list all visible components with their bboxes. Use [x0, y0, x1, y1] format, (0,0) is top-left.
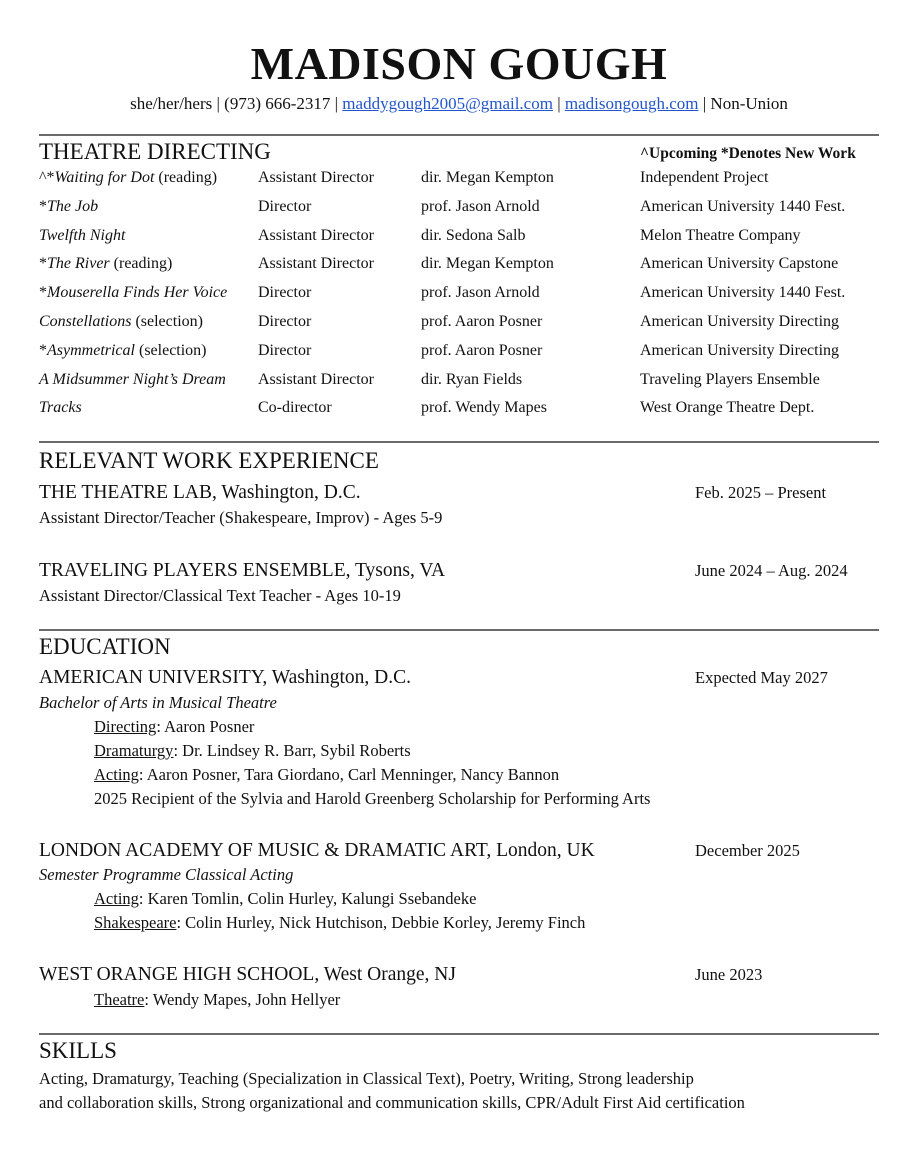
role-cell: Director [258, 284, 312, 302]
teacher-category: Shakespeare [94, 913, 177, 932]
directing-row [39, 193, 899, 221]
role-cell: Director [258, 341, 312, 359]
program: Semester Programme Classical Acting [39, 865, 294, 884]
teacher-category: Theatre [94, 990, 145, 1009]
role-cell: Assistant Director [258, 169, 374, 186]
production-note: (reading) [154, 169, 218, 186]
section-divider [39, 441, 879, 443]
production-cell [39, 279, 227, 307]
email-link[interactable]: maddygough2005@gmail.com [342, 94, 553, 113]
director-cell: prof. Wendy Mapes [421, 399, 547, 417]
venue-cell: American University Directing [640, 341, 840, 359]
production-marker: * [39, 284, 47, 302]
school-date: June 2023 [695, 965, 763, 984]
teacher-names: : Aaron Posner [156, 717, 255, 736]
teacher-names: : Karen Tomlin, Colin Hurley, Kalungi Ssebandeke [138, 889, 477, 908]
separator: | [330, 94, 343, 113]
venue-cell: Melon Theatre Company [640, 226, 801, 244]
teacher-names: : Wendy Mapes, John Hellyer [144, 990, 341, 1009]
directing-row [39, 250, 899, 278]
separator: | [212, 94, 225, 113]
skills-line: and collaboration skills, Strong organizational and communication skills, CPR/Adult First Aid certification [39, 1093, 745, 1112]
production-note: (reading) [109, 255, 173, 273]
legend-note: ^Upcoming *Denotes New Work [640, 145, 856, 162]
award-line: 2025 Recipient of the Sylvia and Harold Greenberg Scholarship for Performing Arts [94, 789, 651, 808]
work-org: TRAVELING PLAYERS ENSEMBLE, Tysons, VA [39, 560, 446, 581]
work-org: THE THEATRE LAB, Washington, D.C. [39, 482, 361, 503]
venue-cell: Independent Project [640, 169, 769, 186]
applicant-name: MADISON GOUGH [250, 38, 668, 89]
production-cell [39, 250, 172, 278]
venue-cell: Traveling Players Ensemble [640, 370, 820, 388]
teacher-line [94, 740, 411, 762]
production-title: Waiting for Dot [54, 169, 155, 186]
education-section-title: EDUCATION [39, 634, 171, 659]
website-link[interactable]: madisongough.com [564, 94, 699, 113]
directing-row [39, 337, 899, 365]
director-cell: prof. Aaron Posner [421, 341, 543, 359]
director-cell: dir. Megan Kempton [421, 255, 554, 273]
production-title: The Job [47, 197, 99, 215]
teacher-names: : Colin Hurley, Nick Hutchison, Debbie Korley, Jeremy Finch [176, 913, 586, 932]
directing-row [39, 279, 899, 307]
production-cell [39, 366, 226, 394]
role-cell: Assistant Director [258, 226, 374, 244]
role-cell: Co-director [258, 399, 332, 417]
production-cell [39, 164, 217, 192]
production-title: Asymmetrical [47, 341, 135, 359]
production-cell [39, 308, 203, 336]
teacher-category: Dramaturgy [94, 741, 174, 760]
phone-number: (973) 666-2317 [224, 94, 331, 113]
venue-cell: American University 1440 Fest. [640, 284, 846, 302]
teacher-names: : Aaron Posner, Tara Giordano, Carl Menninger, Nancy Bannon [138, 765, 560, 784]
production-title: Twelfth Night [39, 226, 126, 244]
director-cell: dir. Megan Kempton [421, 169, 554, 186]
production-cell [39, 222, 125, 250]
teacher-category: Directing [94, 717, 157, 736]
section-divider [39, 1033, 879, 1035]
directing-row [39, 308, 899, 336]
directing-row [39, 366, 899, 394]
director-cell: dir. Sedona Salb [421, 226, 526, 244]
section-divider [39, 629, 879, 631]
production-title: Tracks [39, 399, 82, 417]
role-cell: Assistant Director [258, 255, 374, 273]
directing-row [39, 164, 899, 192]
director-cell: dir. Ryan Fields [421, 370, 523, 388]
role-cell: Director [258, 313, 312, 330]
teacher-category: Acting [94, 889, 139, 908]
production-note: (selection) [134, 341, 207, 359]
director-cell: prof. Jason Arnold [421, 197, 540, 215]
directing-row [39, 222, 899, 250]
teacher-names: : Dr. Lindsey R. Barr, Sybil Roberts [173, 741, 411, 760]
work-date: Feb. 2025 – Present [695, 483, 827, 502]
degree: Bachelor of Arts in Musical Theatre [39, 693, 277, 712]
venue-cell: American University Directing [640, 313, 840, 330]
directing-section-title: THEATRE DIRECTING [39, 139, 271, 164]
production-marker: * [39, 255, 47, 273]
section-divider [39, 134, 879, 136]
school-name: AMERICAN UNIVERSITY, Washington, D.C. [39, 667, 412, 688]
school-date: December 2025 [695, 841, 800, 860]
production-marker: ^* [39, 169, 55, 186]
contact-line [0, 93, 918, 115]
teacher-line [94, 989, 340, 1011]
work-detail: Assistant Director/Classical Text Teacher - Ages 10-19 [39, 586, 401, 605]
teacher-line [94, 912, 585, 934]
separator: | [552, 94, 565, 113]
skills-section-title: SKILLS [39, 1038, 117, 1063]
separator: | [698, 94, 711, 113]
work-detail: Assistant Director/Teacher (Shakespeare, Improv) - Ages 5-9 [39, 508, 443, 527]
teacher-line [94, 764, 559, 786]
school-date: Expected May 2027 [695, 668, 828, 687]
teacher-category: Acting [94, 765, 139, 784]
director-cell: prof. Jason Arnold [421, 284, 540, 302]
role-cell: Assistant Director [258, 370, 374, 388]
teacher-line [94, 716, 254, 738]
school-name: WEST ORANGE HIGH SCHOOL, West Orange, NJ [39, 964, 456, 985]
work-section-title: RELEVANT WORK EXPERIENCE [39, 448, 379, 473]
production-title: Constellations [39, 313, 132, 330]
venue-cell: West Orange Theatre Dept. [640, 399, 815, 417]
directing-row [39, 394, 899, 422]
union-status: Non-Union [710, 94, 788, 113]
production-cell [39, 394, 82, 422]
venue-cell: American University 1440 Fest. [640, 197, 846, 215]
role-cell: Director [258, 197, 312, 215]
teacher-line [94, 888, 476, 910]
production-note: (selection) [131, 313, 203, 330]
skills-line: Acting, Dramaturgy, Teaching (Specialization in Classical Text), Poetry, Writing, Strong leadership [39, 1069, 694, 1088]
school-name: LONDON ACADEMY OF MUSIC & DRAMATIC ART, London, UK [39, 840, 595, 861]
production-cell [39, 193, 98, 221]
production-marker: * [39, 197, 47, 215]
production-cell [39, 337, 207, 365]
production-title: Mouserella Finds Her Voice [47, 284, 228, 302]
production-title: The River [47, 255, 110, 273]
production-title: A Midsummer Night’s Dream [39, 370, 226, 388]
venue-cell: American University Capstone [640, 255, 839, 273]
production-marker: * [39, 341, 47, 359]
pronouns: she/her/hers [130, 94, 213, 113]
director-cell: prof. Aaron Posner [421, 313, 543, 330]
work-date: June 2024 – Aug. 2024 [695, 561, 848, 580]
